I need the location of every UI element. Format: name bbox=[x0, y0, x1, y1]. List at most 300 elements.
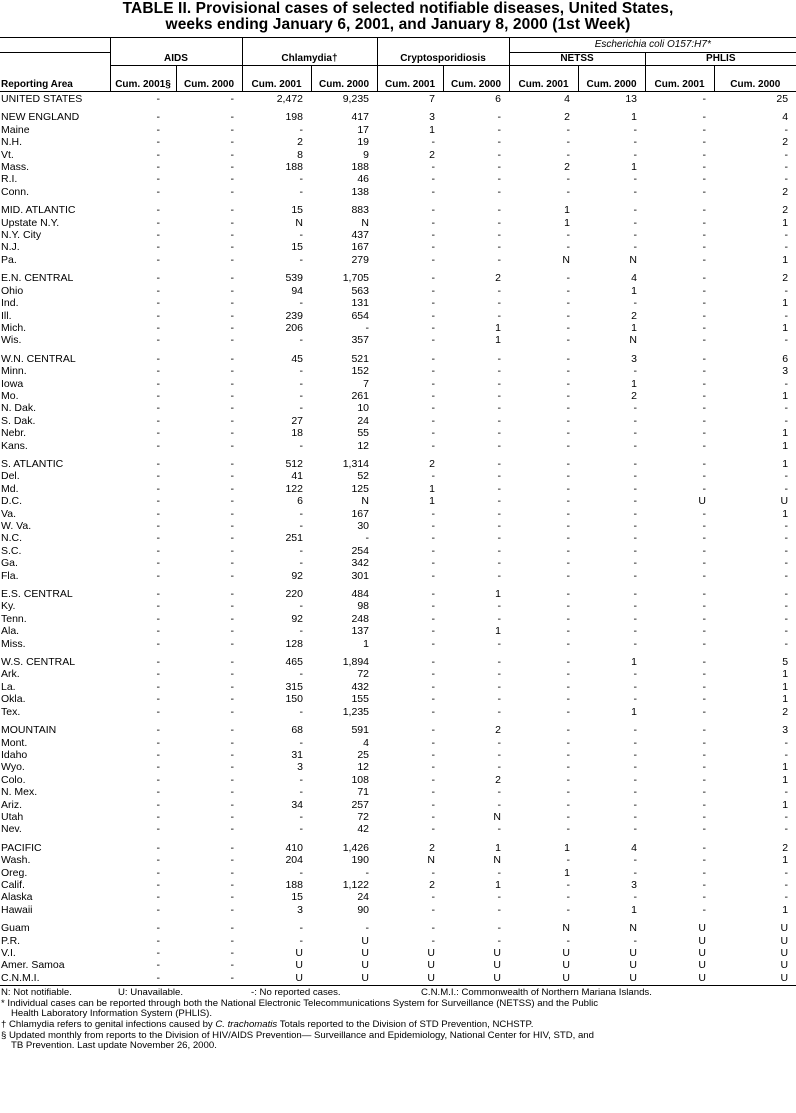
value-cell: - bbox=[230, 724, 234, 737]
value-cell: - bbox=[156, 786, 160, 799]
value-cell: 254 bbox=[351, 544, 369, 557]
value-cell: - bbox=[431, 136, 435, 149]
table-row bbox=[0, 904, 796, 916]
value-cell: - bbox=[702, 903, 706, 916]
value-cell: 188 bbox=[285, 878, 303, 891]
value-cell: - bbox=[633, 934, 637, 947]
value-cell: - bbox=[497, 216, 501, 229]
value-cell: - bbox=[230, 470, 234, 483]
reporting-area-cell: V.I. bbox=[1, 947, 16, 959]
value-cell: U bbox=[427, 959, 435, 972]
value-cell: 131 bbox=[351, 297, 369, 310]
crypto-cum-2001-header: Cum. 2001 bbox=[377, 66, 443, 92]
reporting-area-cell: La. bbox=[1, 680, 16, 693]
footnote-section-1: § Updated monthly from reports to the Division of HIV/AIDS Prevention— Surveillance and Epidemiology, National Center for HIV, STD, and bbox=[1, 1029, 594, 1041]
value-cell: 410 bbox=[285, 841, 303, 854]
value-cell: - bbox=[702, 241, 706, 254]
reporting-area-cell: Tex. bbox=[1, 705, 21, 718]
value-cell: - bbox=[431, 365, 435, 378]
value-cell: 9 bbox=[363, 148, 369, 161]
table-row bbox=[0, 217, 796, 229]
value-cell: 1,314 bbox=[342, 457, 369, 470]
value-cell: - bbox=[702, 427, 706, 440]
value-cell: - bbox=[566, 656, 570, 669]
value-cell: - bbox=[431, 625, 435, 638]
table-row bbox=[0, 842, 796, 854]
value-cell: - bbox=[633, 204, 637, 217]
value-cell: - bbox=[431, 748, 435, 761]
value-cell: - bbox=[702, 520, 706, 532]
reporting-area-cell: S.C. bbox=[1, 544, 22, 557]
value-cell: - bbox=[497, 557, 501, 570]
value-cell: 2 bbox=[564, 111, 570, 124]
value-cell: 2 bbox=[782, 841, 789, 854]
value-cell: - bbox=[497, 903, 501, 916]
value-cell: - bbox=[784, 520, 789, 532]
value-cell: 591 bbox=[351, 724, 369, 737]
value-cell: 2 bbox=[782, 204, 789, 217]
value-cell: - bbox=[156, 823, 160, 836]
value-cell: 137 bbox=[351, 625, 369, 638]
value-cell: - bbox=[497, 532, 501, 545]
value-cell: - bbox=[230, 402, 234, 415]
value-cell: - bbox=[156, 204, 160, 217]
value-cell: - bbox=[566, 229, 570, 242]
table-row bbox=[0, 532, 796, 544]
value-cell: - bbox=[784, 309, 789, 322]
value-cell: - bbox=[156, 668, 160, 681]
value-cell: - bbox=[230, 439, 234, 452]
value-cell: - bbox=[633, 680, 637, 693]
value-cell: - bbox=[566, 470, 570, 483]
value-cell: - bbox=[230, 971, 234, 984]
value-cell: 3 bbox=[297, 903, 303, 916]
value-cell: - bbox=[230, 588, 234, 601]
value-cell: U bbox=[493, 971, 501, 984]
value-cell: - bbox=[702, 823, 706, 836]
value-cell: - bbox=[230, 161, 234, 174]
reporting-area-cell: Va. bbox=[1, 507, 16, 520]
table-row bbox=[0, 322, 796, 334]
value-cell: - bbox=[633, 736, 637, 749]
value-cell: - bbox=[566, 507, 570, 520]
table-row bbox=[0, 173, 796, 185]
table-body bbox=[0, 92, 796, 985]
value-cell: N bbox=[629, 922, 637, 935]
value-cell: - bbox=[633, 439, 637, 452]
value-cell: - bbox=[156, 798, 160, 811]
table-row bbox=[0, 922, 796, 934]
footnote-star-2: Health Laboratory Information System (PHLIS). bbox=[11, 1008, 213, 1020]
reporting-area-cell: Upstate N.Y. bbox=[1, 216, 60, 229]
value-cell: - bbox=[633, 786, 637, 799]
value-cell: - bbox=[633, 123, 637, 136]
reporting-area-cell: Utah bbox=[1, 810, 24, 823]
value-cell: - bbox=[784, 569, 789, 582]
reporting-area-cell: Miss. bbox=[1, 637, 26, 650]
value-cell: - bbox=[497, 544, 501, 557]
value-cell: - bbox=[702, 798, 706, 811]
value-cell: - bbox=[431, 377, 435, 390]
value-cell: - bbox=[431, 439, 435, 452]
value-cell: - bbox=[566, 136, 570, 149]
value-cell: 417 bbox=[351, 111, 369, 124]
value-cell: - bbox=[633, 625, 637, 638]
value-cell: - bbox=[497, 520, 501, 532]
value-cell: - bbox=[431, 668, 435, 681]
value-cell: N bbox=[562, 922, 570, 935]
table-row bbox=[0, 638, 796, 650]
legend-u: U: Unavailable. bbox=[118, 987, 184, 999]
value-cell: 1 bbox=[495, 625, 501, 638]
value-cell: - bbox=[497, 922, 501, 935]
value-cell: - bbox=[702, 229, 706, 242]
value-cell: 1 bbox=[782, 773, 789, 786]
value-cell: - bbox=[156, 377, 160, 390]
reporting-area-cell: Ky. bbox=[1, 600, 16, 613]
value-cell: 206 bbox=[285, 321, 303, 334]
value-cell: - bbox=[156, 402, 160, 415]
value-cell: - bbox=[497, 161, 501, 174]
value-cell: 2 bbox=[631, 389, 637, 402]
value-cell: - bbox=[497, 241, 501, 254]
value-cell: U bbox=[780, 947, 789, 959]
value-cell: - bbox=[230, 959, 234, 972]
value-cell: - bbox=[702, 705, 706, 718]
table-row bbox=[0, 557, 796, 569]
value-cell: - bbox=[230, 736, 234, 749]
chlamydia-cum-2001-header: Cum. 2001 bbox=[242, 66, 311, 92]
table-row bbox=[0, 161, 796, 173]
value-cell: 5 bbox=[782, 656, 789, 669]
value-cell: - bbox=[784, 241, 789, 254]
value-cell: - bbox=[633, 854, 637, 867]
value-cell: - bbox=[633, 724, 637, 737]
table-row bbox=[0, 867, 796, 879]
value-cell: - bbox=[230, 216, 234, 229]
value-cell: 357 bbox=[351, 334, 369, 347]
value-cell: - bbox=[784, 532, 789, 545]
value-cell: 2 bbox=[297, 136, 303, 149]
crypto-cum-2000-header: Cum. 2000 bbox=[443, 66, 509, 92]
reporting-area-cell: Md. bbox=[1, 482, 19, 495]
value-cell: 1,235 bbox=[342, 705, 369, 718]
value-cell: - bbox=[230, 321, 234, 334]
value-cell: U bbox=[780, 971, 789, 984]
value-cell: - bbox=[633, 761, 637, 774]
value-cell: - bbox=[566, 773, 570, 786]
reporting-area-cell: N. Mex. bbox=[1, 786, 38, 799]
value-cell: N bbox=[361, 216, 369, 229]
value-cell: - bbox=[784, 891, 789, 904]
value-cell: - bbox=[431, 761, 435, 774]
value-cell: - bbox=[156, 470, 160, 483]
value-cell: - bbox=[156, 947, 160, 959]
value-cell: - bbox=[702, 377, 706, 390]
value-cell: - bbox=[156, 748, 160, 761]
value-cell: - bbox=[702, 656, 706, 669]
table-row bbox=[0, 959, 796, 971]
table-row bbox=[0, 186, 796, 198]
value-cell: - bbox=[156, 297, 160, 310]
value-cell: U bbox=[427, 971, 435, 984]
value-cell: - bbox=[230, 922, 234, 935]
value-cell: 1 bbox=[782, 253, 789, 266]
reporting-area-cell: Wash. bbox=[1, 854, 31, 867]
table-row bbox=[0, 124, 796, 136]
reporting-area-cell: Conn. bbox=[1, 185, 30, 198]
value-cell: 3 bbox=[631, 352, 637, 365]
reporting-area-cell: Pa. bbox=[1, 253, 17, 266]
value-cell: - bbox=[784, 625, 789, 638]
value-cell: - bbox=[497, 111, 501, 124]
value-cell: - bbox=[431, 297, 435, 310]
value-cell: - bbox=[299, 773, 303, 786]
value-cell: - bbox=[230, 334, 234, 347]
table-row bbox=[0, 353, 796, 365]
value-cell: - bbox=[156, 557, 160, 570]
value-cell: 432 bbox=[351, 680, 369, 693]
value-cell: 4 bbox=[631, 272, 637, 285]
value-cell: - bbox=[299, 439, 303, 452]
value-cell: - bbox=[156, 389, 160, 402]
value-cell: - bbox=[431, 588, 435, 601]
value-cell: - bbox=[299, 229, 303, 242]
value-cell: - bbox=[431, 680, 435, 693]
value-cell: - bbox=[299, 297, 303, 310]
value-cell: - bbox=[566, 693, 570, 706]
value-cell: - bbox=[702, 352, 706, 365]
value-cell: U bbox=[698, 495, 706, 508]
value-cell: 13 bbox=[625, 93, 637, 105]
value-cell: 2 bbox=[429, 841, 435, 854]
value-cell: - bbox=[633, 823, 637, 836]
value-cell: - bbox=[230, 389, 234, 402]
value-cell: - bbox=[633, 241, 637, 254]
value-cell: - bbox=[702, 148, 706, 161]
value-cell: - bbox=[702, 736, 706, 749]
value-cell: 1 bbox=[495, 878, 501, 891]
value-cell: - bbox=[230, 668, 234, 681]
value-cell: - bbox=[299, 625, 303, 638]
value-cell: - bbox=[702, 866, 706, 879]
table-row bbox=[0, 588, 796, 600]
value-cell: - bbox=[566, 495, 570, 508]
value-cell: - bbox=[299, 377, 303, 390]
table-row bbox=[0, 947, 796, 959]
value-cell: 2 bbox=[782, 136, 789, 149]
chlamydia-header: Chlamydia† bbox=[242, 53, 377, 66]
value-cell: U bbox=[493, 959, 501, 972]
value-cell: 1 bbox=[429, 123, 435, 136]
value-cell: 6 bbox=[782, 352, 789, 365]
value-cell: - bbox=[230, 680, 234, 693]
value-cell: - bbox=[431, 637, 435, 650]
value-cell: U bbox=[493, 947, 501, 959]
table-row bbox=[0, 285, 796, 297]
value-cell: - bbox=[497, 612, 501, 625]
value-cell: - bbox=[230, 637, 234, 650]
table-row bbox=[0, 520, 796, 532]
value-cell: - bbox=[633, 600, 637, 613]
value-cell: - bbox=[702, 557, 706, 570]
reporting-area-cell: Iowa bbox=[1, 377, 24, 390]
table-row bbox=[0, 761, 796, 773]
value-cell: - bbox=[566, 625, 570, 638]
value-cell: - bbox=[156, 123, 160, 136]
value-cell: - bbox=[566, 934, 570, 947]
value-cell: 98 bbox=[357, 600, 369, 613]
value-cell: - bbox=[230, 761, 234, 774]
value-cell: 1 bbox=[782, 321, 789, 334]
table-row bbox=[0, 92, 796, 106]
value-cell: 125 bbox=[351, 482, 369, 495]
value-cell: - bbox=[230, 557, 234, 570]
reporting-area-cell: Tenn. bbox=[1, 612, 27, 625]
value-cell: - bbox=[156, 866, 160, 879]
value-cell: - bbox=[702, 216, 706, 229]
value-cell: - bbox=[299, 389, 303, 402]
phlis-header: PHLIS bbox=[645, 53, 796, 66]
value-cell: - bbox=[702, 402, 706, 415]
value-cell: - bbox=[230, 878, 234, 891]
table-row bbox=[0, 570, 796, 582]
value-cell: 198 bbox=[285, 111, 303, 124]
ecoli-header: Escherichia coli O157:H7* bbox=[509, 38, 796, 53]
value-cell: - bbox=[784, 557, 789, 570]
value-cell: - bbox=[365, 866, 369, 879]
table-row bbox=[0, 241, 796, 253]
value-cell: - bbox=[230, 705, 234, 718]
value-cell: - bbox=[299, 123, 303, 136]
value-cell: - bbox=[702, 748, 706, 761]
value-cell: - bbox=[702, 841, 706, 854]
value-cell: - bbox=[230, 414, 234, 427]
value-cell: U bbox=[629, 947, 637, 959]
value-cell: - bbox=[156, 173, 160, 186]
value-cell: - bbox=[431, 173, 435, 186]
reporting-area-cell: Maine bbox=[1, 123, 30, 136]
value-cell: 15 bbox=[291, 204, 303, 217]
table-row bbox=[0, 204, 796, 216]
value-cell: - bbox=[431, 773, 435, 786]
value-cell: - bbox=[156, 229, 160, 242]
title-line-2: weeks ending January 6, 2001, and January 8, 2000 (1st Week) bbox=[165, 16, 631, 33]
value-cell: - bbox=[497, 934, 501, 947]
value-cell: - bbox=[431, 600, 435, 613]
reporting-area-cell: Wyo. bbox=[1, 761, 25, 774]
value-cell: - bbox=[633, 891, 637, 904]
value-cell: 4 bbox=[631, 841, 637, 854]
value-cell: - bbox=[702, 111, 706, 124]
netss-cum-2000-header: Cum. 2000 bbox=[578, 66, 645, 92]
value-cell: - bbox=[230, 600, 234, 613]
value-cell: - bbox=[299, 934, 303, 947]
value-cell: - bbox=[230, 520, 234, 532]
reporting-area-cell: Alaska bbox=[1, 891, 33, 904]
value-cell: - bbox=[566, 173, 570, 186]
value-cell: - bbox=[230, 866, 234, 879]
value-cell: - bbox=[702, 637, 706, 650]
value-cell: - bbox=[497, 693, 501, 706]
value-cell: 68 bbox=[291, 724, 303, 737]
value-cell: - bbox=[156, 284, 160, 297]
value-cell: - bbox=[230, 810, 234, 823]
table-row bbox=[0, 811, 796, 823]
reporting-area-cell: PACIFIC bbox=[1, 841, 42, 854]
reporting-area-cell: MID. ATLANTIC bbox=[1, 204, 76, 217]
value-cell: - bbox=[566, 588, 570, 601]
value-cell: - bbox=[156, 272, 160, 285]
value-cell: - bbox=[230, 854, 234, 867]
value-cell: - bbox=[784, 637, 789, 650]
value-cell: 1 bbox=[782, 389, 789, 402]
value-cell: U bbox=[361, 971, 369, 984]
table-row bbox=[0, 508, 796, 520]
value-cell: - bbox=[497, 507, 501, 520]
value-cell: - bbox=[299, 736, 303, 749]
value-cell: 9,235 bbox=[342, 93, 369, 105]
value-cell: - bbox=[156, 309, 160, 322]
reporting-area-cell: Calif. bbox=[1, 878, 25, 891]
value-cell: 3 bbox=[782, 724, 789, 737]
table-row bbox=[0, 545, 796, 557]
value-cell: - bbox=[633, 773, 637, 786]
value-cell: - bbox=[431, 934, 435, 947]
value-cell: - bbox=[156, 569, 160, 582]
value-cell: 1,894 bbox=[342, 656, 369, 669]
value-cell: 31 bbox=[291, 748, 303, 761]
value-cell: - bbox=[566, 878, 570, 891]
value-cell: - bbox=[633, 693, 637, 706]
value-cell: 6 bbox=[297, 495, 303, 508]
value-cell: - bbox=[156, 810, 160, 823]
value-cell: 19 bbox=[357, 136, 369, 149]
value-cell: - bbox=[497, 866, 501, 879]
table-row bbox=[0, 935, 796, 947]
value-cell: 1 bbox=[631, 705, 637, 718]
value-cell: - bbox=[431, 241, 435, 254]
value-cell: - bbox=[156, 773, 160, 786]
value-cell: - bbox=[566, 668, 570, 681]
reporting-area-cell: W.N. CENTRAL bbox=[1, 352, 76, 365]
value-cell: - bbox=[784, 402, 789, 415]
value-cell: N bbox=[493, 854, 501, 867]
value-cell: 55 bbox=[357, 427, 369, 440]
value-cell: - bbox=[431, 507, 435, 520]
value-cell: 4 bbox=[564, 93, 570, 105]
value-cell: 2 bbox=[782, 272, 789, 285]
value-cell: 24 bbox=[357, 891, 369, 904]
value-cell: 1 bbox=[782, 668, 789, 681]
table-row bbox=[0, 111, 796, 123]
value-cell: - bbox=[702, 309, 706, 322]
value-cell: 138 bbox=[351, 185, 369, 198]
value-cell: - bbox=[230, 507, 234, 520]
value-cell: - bbox=[156, 365, 160, 378]
value-cell: - bbox=[633, 637, 637, 650]
value-cell: - bbox=[497, 284, 501, 297]
value-cell: - bbox=[156, 736, 160, 749]
crypto-header: Cryptosporidiosis bbox=[377, 53, 509, 66]
value-cell: - bbox=[702, 334, 706, 347]
value-cell: - bbox=[230, 377, 234, 390]
value-cell: - bbox=[497, 823, 501, 836]
value-cell: 150 bbox=[285, 693, 303, 706]
value-cell: - bbox=[156, 971, 160, 984]
value-cell: 1 bbox=[495, 841, 501, 854]
value-cell: 2 bbox=[564, 161, 570, 174]
